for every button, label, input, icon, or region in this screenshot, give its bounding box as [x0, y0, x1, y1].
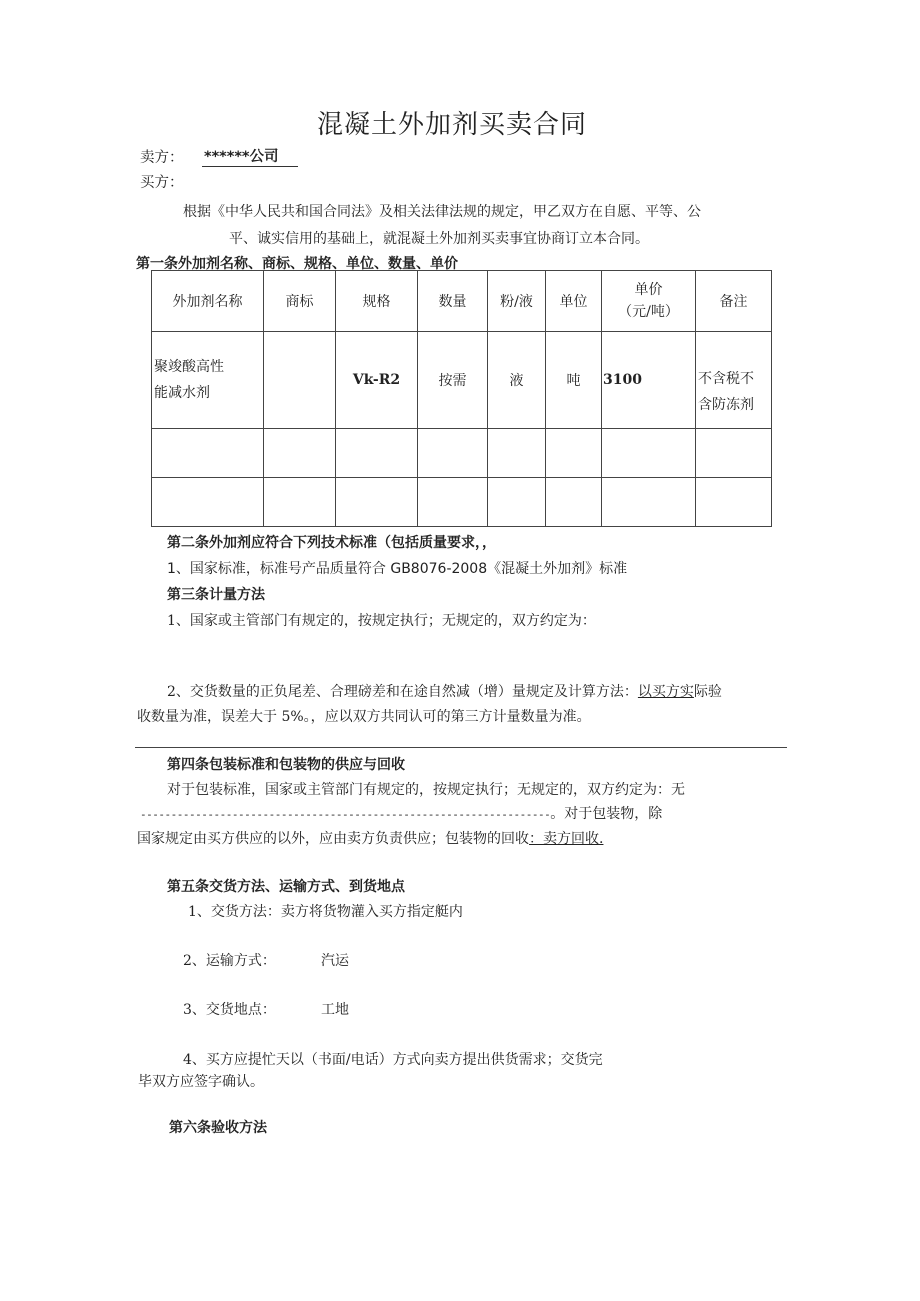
- header-cell: 外加剂名称: [152, 271, 264, 332]
- article-3-item-2-line-1: [167, 681, 722, 701]
- article-2-title: 第二条外加剂应符合下列技术标准（包括质量要求，，: [167, 535, 496, 551]
- article-5-item-1: 1、交货方法：卖方将货物灌入买方指定艇内: [188, 904, 463, 920]
- table-header-row: [152, 271, 772, 332]
- article-1-title: 第一条外加剂名称、商标、规格、单位、数量、单价: [136, 256, 458, 272]
- article-5-item-2-value: 汽运: [321, 953, 349, 969]
- buyer-label: 买方：: [140, 175, 184, 191]
- price-header-unit: （元/吨）: [618, 304, 679, 320]
- article-5-item-3-label: 3、交货地点：: [183, 1002, 276, 1018]
- header-cell: 商标: [264, 271, 336, 332]
- article-4-title: 第四条包装标准和包装物的供应与回收: [167, 757, 405, 773]
- article-3-item-2-underlined: 以买方实: [637, 684, 694, 700]
- article-4-line-1: 对于包装标准，国家或主管部门有规定的，按规定执行；无规定的，双方约定为：无: [167, 782, 685, 798]
- note-line-2: 含防冻剂: [698, 397, 754, 413]
- header-cell: 粉/液: [488, 271, 546, 332]
- brand-cell: [264, 332, 336, 429]
- product-table: [151, 270, 772, 527]
- article-4-line-2-tail: 。对于包装物，除: [550, 806, 663, 822]
- product-name-cell: [152, 332, 264, 429]
- article-5-item-3-value: 工地: [321, 1002, 349, 1018]
- header-cell: 备注: [696, 271, 772, 332]
- article-6-title: 第六条验收方法: [169, 1120, 267, 1136]
- article-5-item-2-label: 2、运输方式：: [183, 953, 276, 969]
- note-line-1: 不含税不: [698, 371, 754, 387]
- header-cell: 规格: [336, 271, 418, 332]
- price-header-label: 单价: [634, 282, 663, 298]
- quantity-cell: 按需: [418, 332, 488, 429]
- article-4-line-3: [137, 828, 603, 848]
- price-cell: 3100: [602, 332, 696, 429]
- article-5-item-4-line-1: 4、买方应提忙天以（书面/电话）方式向卖方提出供货需求；交货完: [183, 1052, 603, 1068]
- header-cell-price: [602, 271, 696, 332]
- article-2-item-1: 1、国家标准，标准号产品质量符合 GB8076-2008《混凝土外加剂》标准: [167, 561, 628, 577]
- article-4-line-3-underlined: ：卖方回收.: [529, 831, 604, 847]
- seller-name: ******公司: [204, 149, 279, 165]
- intro-line-2: 平、诚实信用的基础上，就混凝土外加剂买卖事宜协商订立本合同。: [229, 231, 649, 247]
- seller-name-underline: [202, 166, 298, 167]
- product-name-line-2: 能减水剂: [154, 385, 210, 401]
- product-name-line-1: 聚竣酸高性: [154, 359, 224, 375]
- article-3-item-1: 1、国家或主管部门有规定的，按规定执行；无规定的，双方约定为：: [167, 613, 596, 629]
- article-5-title: 第五条交货方法、运输方式、到货地点: [167, 879, 405, 895]
- header-cell: 单位: [546, 271, 602, 332]
- section-divider: [135, 747, 787, 748]
- article-4-dashes: -------------------------------------------------------------------: [140, 808, 551, 821]
- article-5-item-4-line-2: 毕双方应签字确认。: [138, 1074, 264, 1090]
- intro-line-1: 根据《中华人民共和国合同法》及相关法律法规的规定，甲乙双方在自愿、平等、公: [183, 204, 701, 220]
- page-title: 混凝土外加剂买卖合同: [316, 110, 587, 140]
- article-3-item-2-line-2: 收数量为准，误差大于 5%。，应以双方共同认可的第三方计量数量为准。: [137, 709, 591, 725]
- unit-cell: 吨: [546, 332, 602, 429]
- article-4-line-3-text: 国家规定由买方供应的以外，应由卖方负责供应；包装物的回收: [137, 831, 529, 847]
- spec-cell: Vk-R2: [336, 332, 418, 429]
- table-row-empty: [152, 478, 772, 527]
- article-3-title: 第三条计量方法: [167, 587, 265, 603]
- article-3-item-2-tail: 际验: [693, 684, 722, 700]
- seller-label: 卖方：: [140, 150, 184, 166]
- note-cell: [696, 332, 772, 429]
- form-cell: 液: [488, 332, 546, 429]
- table-row: [152, 332, 772, 429]
- article-3-item-2-text: 2、交货数量的正负尾差、合理磅差和在途自然减（增）量规定及计算方法：: [167, 684, 638, 700]
- table-row-empty: [152, 429, 772, 478]
- header-cell: 数量: [418, 271, 488, 332]
- article-4-line-2: [140, 803, 662, 823]
